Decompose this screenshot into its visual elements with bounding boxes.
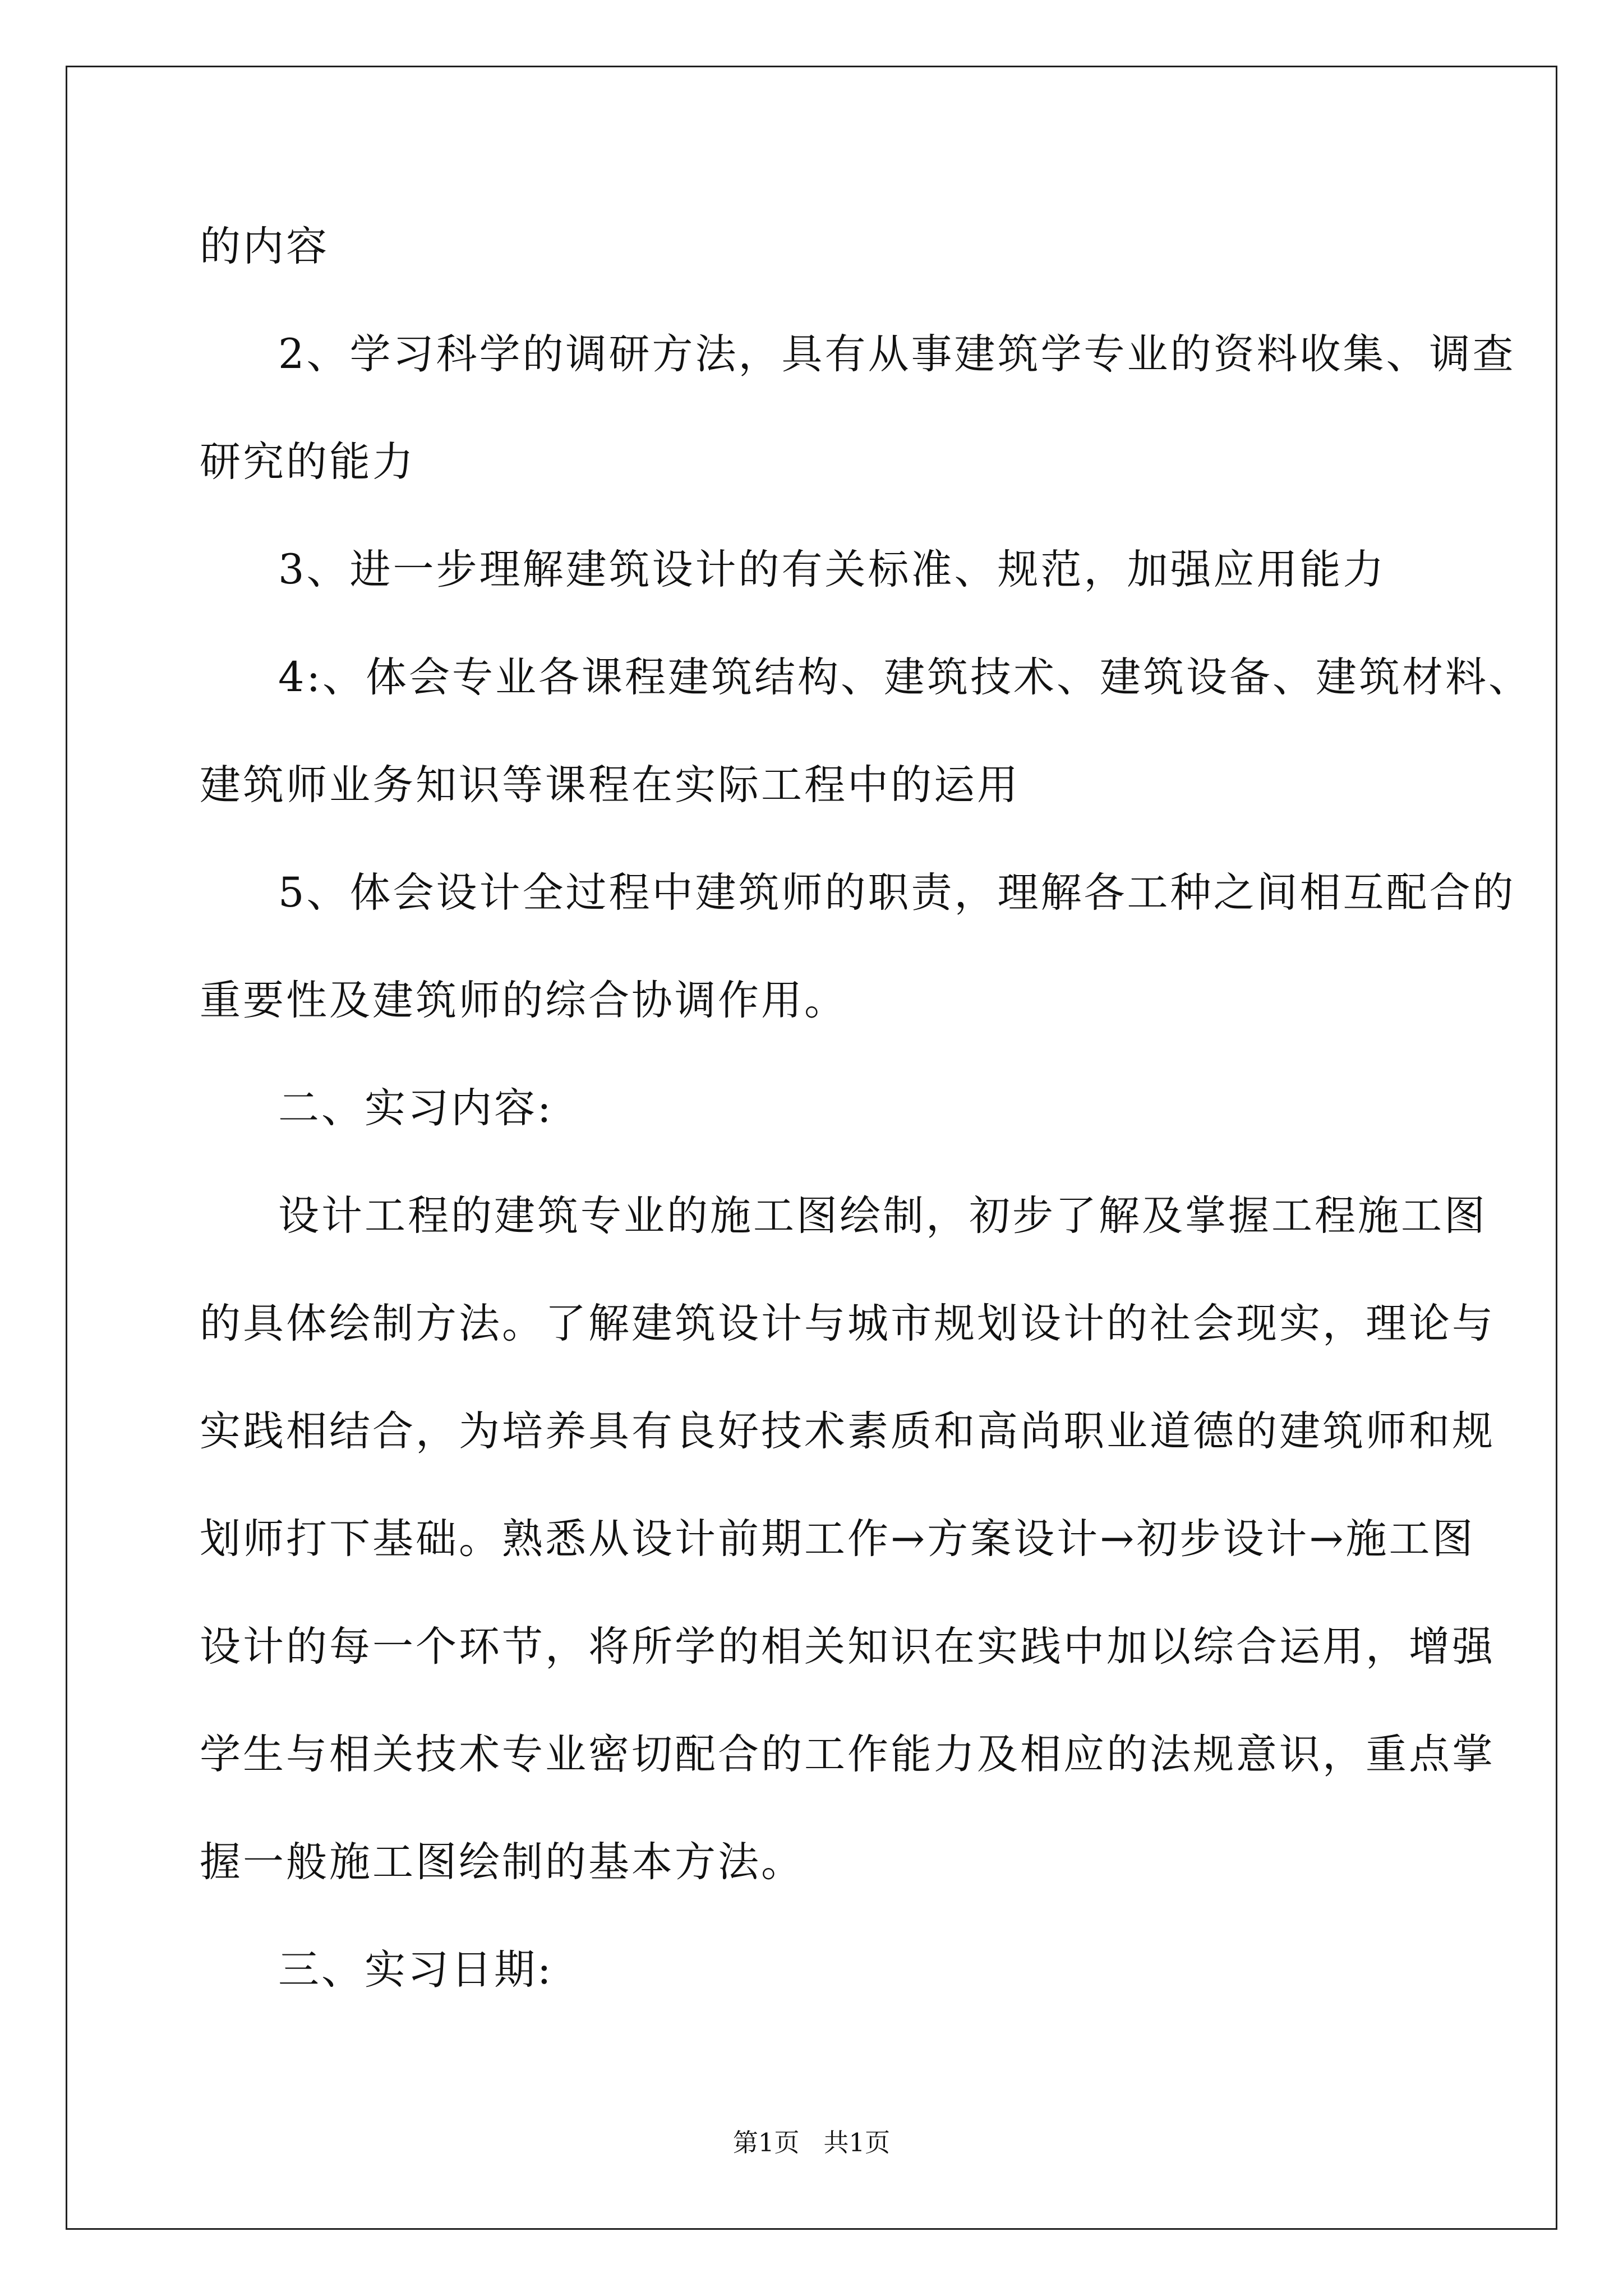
- text-line: 3、进一步理解建筑设计的有关标准、规范，加强应用能力: [278, 546, 1386, 593]
- section-heading: 二、实习内容:: [278, 1084, 554, 1132]
- text-line: 设计的每一个环节，将所学的相关知识在实践中加以综合运用，增强: [200, 1623, 1495, 1671]
- text-line: 建筑师业务知识等课程在实际工程中的运用: [200, 761, 1020, 809]
- text-line: 的内容: [200, 223, 329, 270]
- page-number-footer: 第1页 共1页: [732, 2128, 891, 2157]
- section-heading: 三、实习日期:: [278, 1946, 554, 1994]
- text-line: 实践相结合，为培养具有良好技术素质和高尚职业道德的建筑师和规: [200, 1407, 1495, 1455]
- page-border: [66, 66, 1557, 2230]
- text-line: 4:、体会专业各课程建筑结构、建筑技术、建筑设备、建筑材料、: [278, 654, 1532, 701]
- text-line: 握一般施工图绘制的基本方法。: [200, 1838, 804, 1886]
- text-line: 2、学习科学的调研方法，具有从事建筑学专业的资料收集、调查: [278, 330, 1516, 378]
- text-line: 划师打下基础。熟悉从设计前期工作→方案设计→初步设计→施工图: [200, 1515, 1476, 1563]
- text-line: 设计工程的建筑专业的施工图绘制，初步了解及掌握工程施工图: [278, 1192, 1487, 1240]
- text-line: 重要性及建筑师的综合协调作用。: [200, 977, 847, 1024]
- text-line: 研究的能力: [200, 438, 416, 486]
- text-line: 学生与相关技术专业密切配合的工作能力及相应的法规意识，重点掌: [200, 1731, 1495, 1778]
- text-line: 5、体会设计全过程中建筑师的职责，理解各工种之间相互配合的: [278, 869, 1516, 917]
- text-line: 的具体绘制方法。了解建筑设计与城市规划设计的社会现实，理论与: [200, 1300, 1495, 1347]
